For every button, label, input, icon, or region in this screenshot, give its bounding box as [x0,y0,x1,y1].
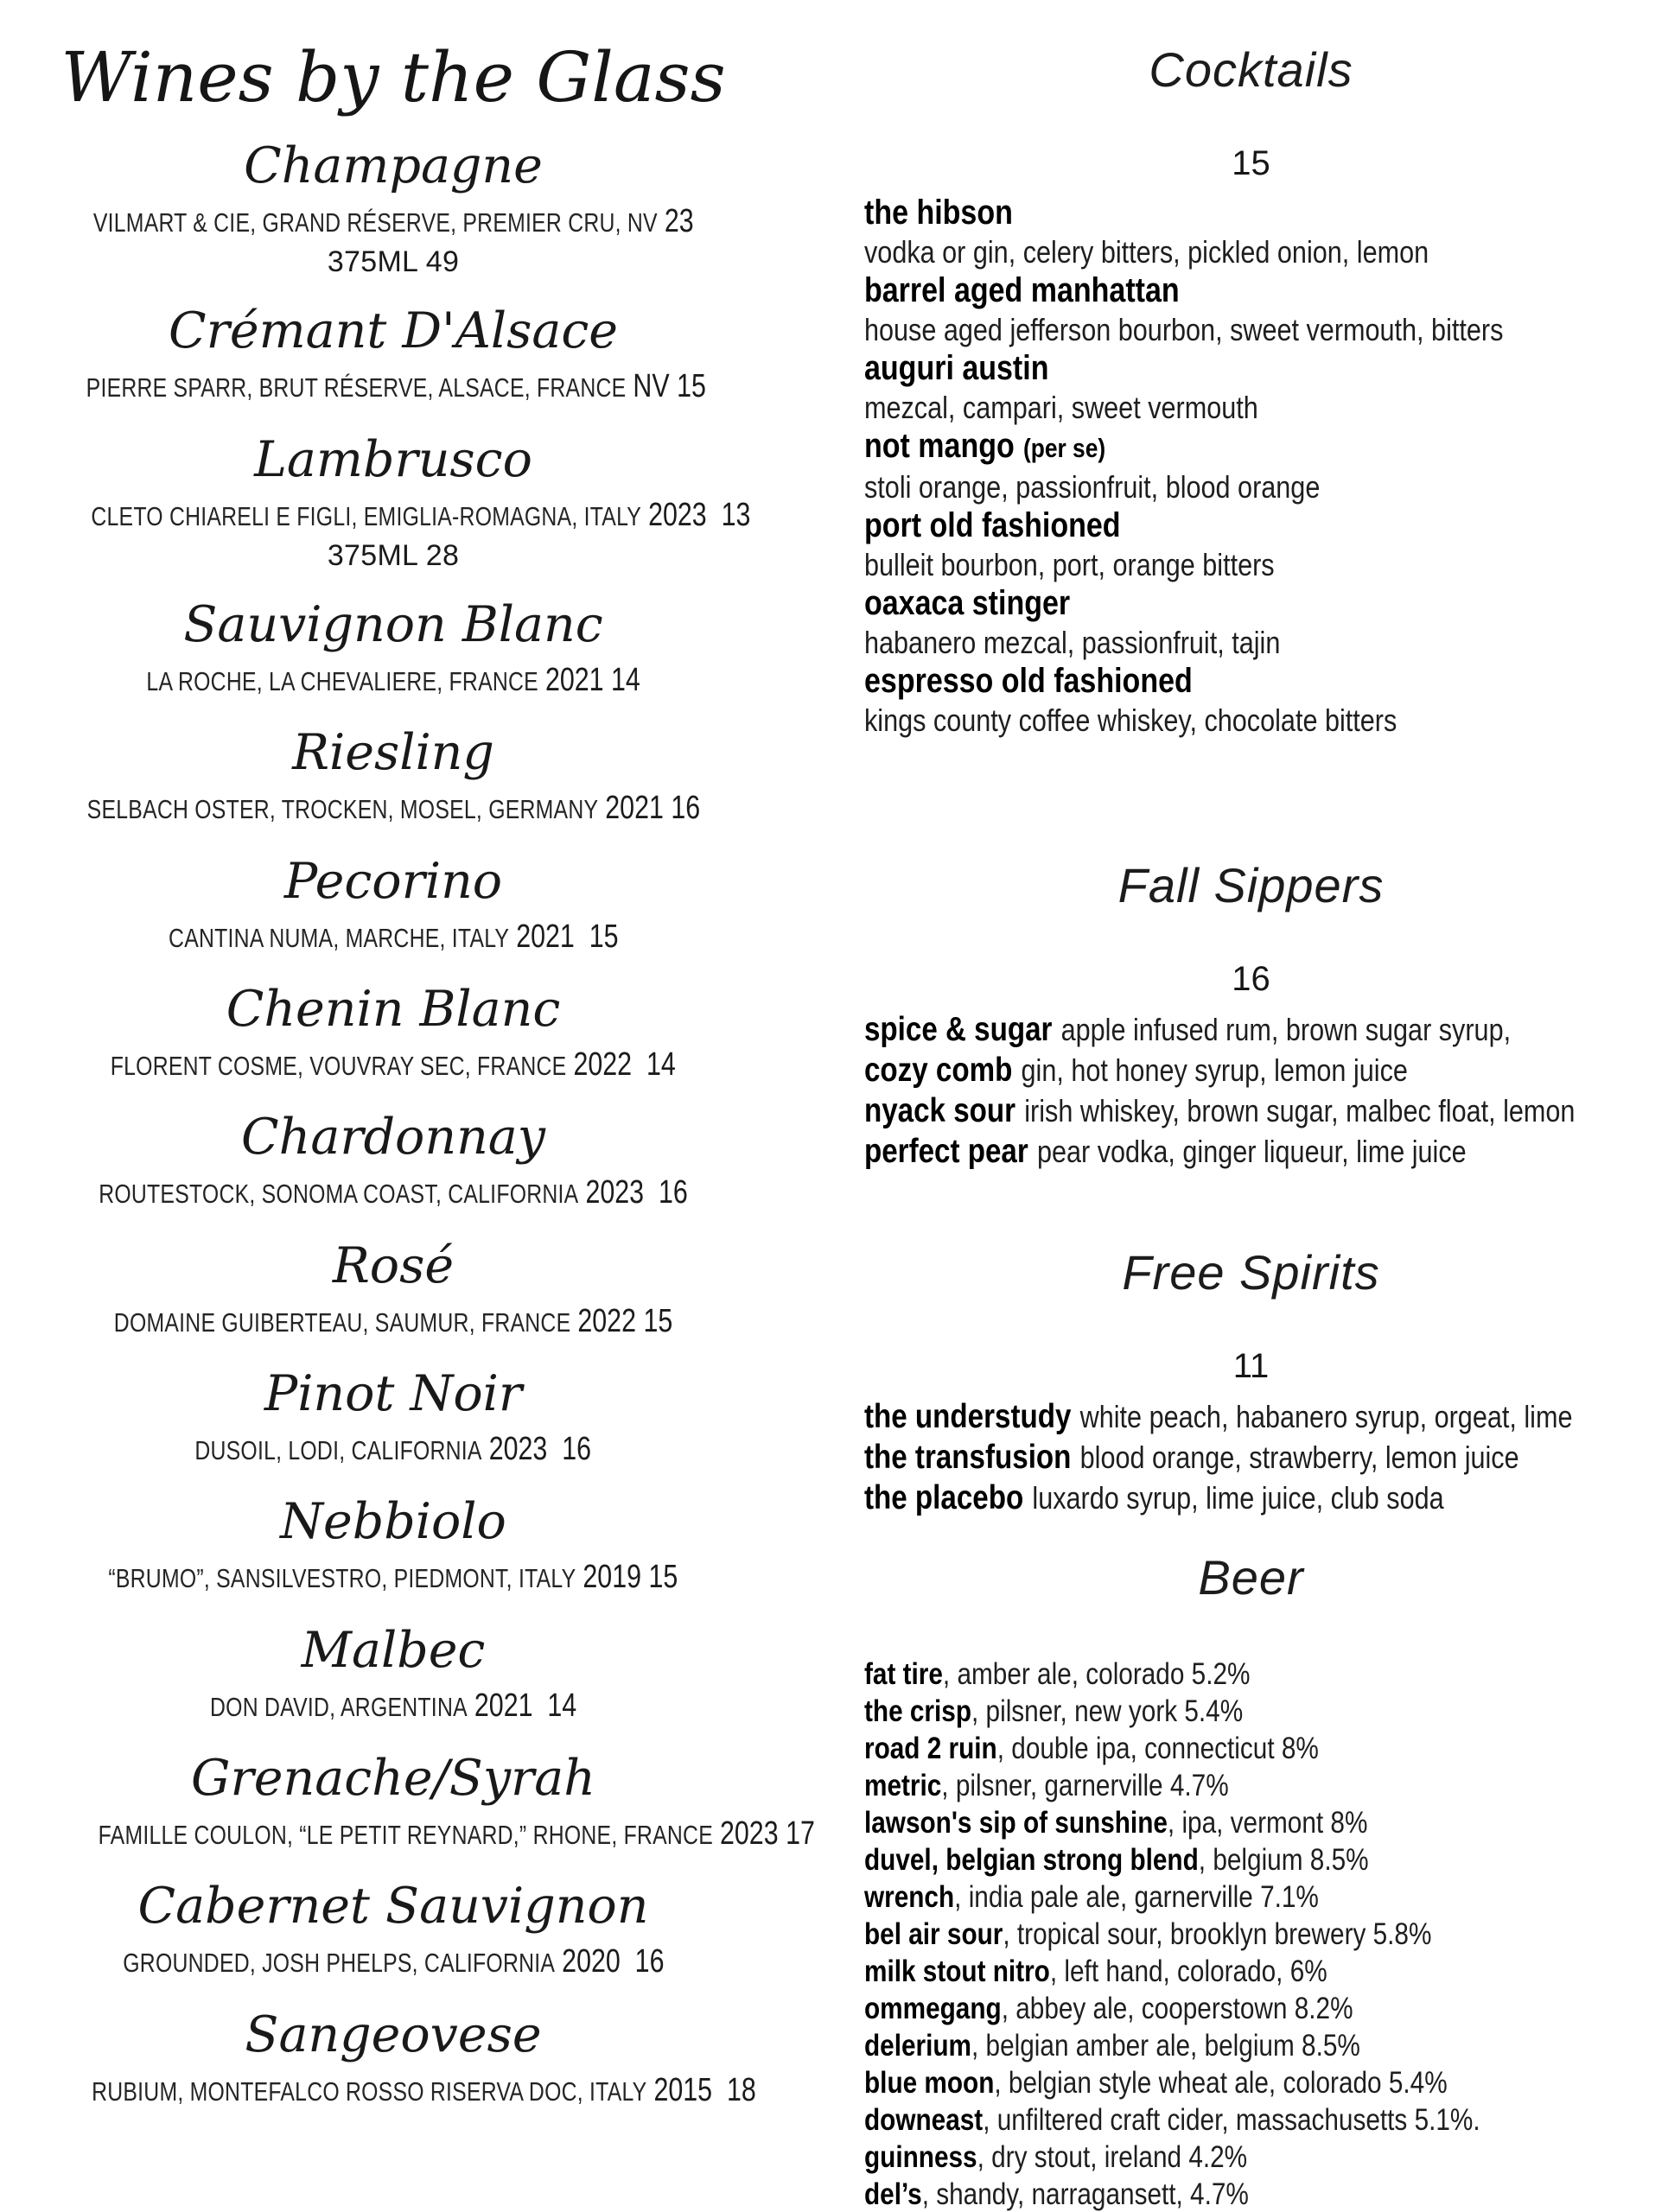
beer-item [864,1841,1638,1878]
wine-section-champagne [9,137,778,279]
free-spirit-item [864,1437,1638,1478]
drink-name: spice & sugar [864,1011,1053,1048]
cocktail-desc: kings county coffee whiskey, chocolate bitters [864,702,1397,738]
wine-section-chardonnay [9,1109,778,1213]
wine-info: “BRUMO”, SANSILVESTRO, PIEDMONT, ITALY [108,1563,576,1594]
beer-heading: Beer [1198,1550,1304,1605]
wine-info: FLORENT COSME, VOUVRAY SEC, FRANCE [110,1050,567,1081]
cocktail-desc: mezcal, campari, sweet vermouth [864,390,1258,425]
wine-vintage-price: 2021 16 [604,790,700,827]
wine-vintage-price: 2021 15 [515,918,619,955]
beer-name: wrench [864,1880,955,1914]
wine-vintage-price: 2023 17 [719,1815,815,1852]
cocktail-name: port old fashioned [864,506,1121,544]
cocktail-desc: bulleit bourbon, port, orange bitters [864,547,1275,582]
wine-half-bottle: 375ML 49 [327,245,460,279]
wine-section-sauvignon-blanc [9,596,778,701]
fall-sipper-item [864,1090,1638,1131]
beer-desc: , unfiltered craft cider, massachusetts 5.1%. [983,2103,1480,2137]
wine-info: DUSOIL, LODI, CALIFORNIA [194,1434,483,1465]
cocktail-item [864,194,1638,271]
cocktail-desc: habanero mezcal, passionfruit, tajin [864,625,1281,660]
cocktails-heading: Cocktails [1149,42,1353,97]
beer-name: road 2 ruin [864,1732,997,1765]
beer-desc: , india pale ale, garnerville 7.1% [954,1880,1319,1914]
cocktail-name: not mango [864,427,1015,465]
wine-info: CLETO CHIARELI E FIGLI, EMIGLIA-ROMAGNA, ITALY [91,500,642,531]
beer-desc: , belgian style wheat ale, colorado 5.4% [994,2066,1448,2100]
beer-desc: , double ipa, connecticut 8% [996,1732,1319,1765]
beer-name: ommegang [864,1992,1002,2025]
beer-name: del’s [864,2177,922,2211]
beer-item [864,1767,1638,1804]
cocktail-name-note: (per se) [1022,433,1106,463]
wine-section-riesling [9,724,778,829]
beer-name: duvel, belgian strong blend [864,1843,1199,1877]
beer-item [864,1730,1638,1767]
beer-name: lawson's sip of sunshine [864,1806,1168,1840]
drink-desc: blood orange, strawberry, lemon juice [1079,1440,1519,1475]
drink-desc: white peach, habanero syrup, orgeat, lime [1079,1399,1573,1434]
cocktail-name: the hibson [864,194,1013,232]
beer-name: downeast [864,2103,984,2137]
wine-section-cremant-dalsace [9,302,778,407]
cocktail-name: barrel aged manhattan [864,271,1180,309]
wine-vintage-price: 2023 13 [648,496,751,533]
wine-info: VILMART & CIE, GRAND RÉSERVE, PREMIER CRU, NV [92,207,658,238]
drink-name: the understudy [864,1398,1072,1435]
beer-item [864,1953,1638,1990]
wine-varietal: Sangeovese [245,2005,542,2063]
wine-info: GROUNDED, JOSH PHELPS, CALIFORNIA [122,1948,555,1979]
drink-name: the placebo [864,1479,1024,1516]
beer-item [864,2176,1638,2212]
wine-section-lambrusco [9,430,778,573]
fall-sippers-price: 16 [1232,960,1270,998]
wine-section-nebbiolo [9,1493,778,1598]
wine-info: CANTINA NUMA, MARCHE, ITALY [168,922,509,953]
wine-varietal: Riesling [292,724,494,782]
beer-item [864,2027,1638,2064]
cocktail-item [864,271,1638,349]
beer-desc: , pilsner, garnerville 4.7% [941,1769,1229,1802]
wine-varietal: Chardonnay [241,1109,545,1166]
wine-vintage-price: 2021 14 [474,1687,577,1724]
wine-varietal: Pecorino [283,852,503,910]
wine-section-pinot-noir [9,1365,778,1470]
beer-desc: , ipa, vermont 8% [1167,1806,1368,1840]
drink-desc: apple infused rum, brown sugar syrup, [1060,1012,1512,1047]
wine-info: SELBACH OSTER, TROCKEN, MOSEL, GERMANY [86,794,598,825]
beer-name: the crisp [864,1694,972,1728]
beer-item [864,2139,1638,2176]
wine-vintage-price: 2021 14 [544,661,640,698]
wine-varietal: Pinot Noir [264,1365,523,1423]
wine-varietal: Cabernet Sauvignon [137,1878,649,1936]
wine-info: ROUTESTOCK, SONOMA COAST, CALIFORNIA [99,1179,579,1210]
wines-title: Wines by the Glass [60,37,726,118]
beer-desc: , belgium 8.5% [1198,1843,1369,1877]
wine-section-sangeovese [9,2005,778,2111]
wine-info: RUBIUM, MONTEFALCO ROSSO RISERVA DOC, ITALY [92,2075,647,2107]
wine-varietal: Malbec [301,1621,486,1679]
wines-by-the-glass-column [9,37,815,2111]
wine-vintage-price: 2019 15 [583,1559,678,1596]
beer-desc: , left hand, colorado, 6% [1049,1955,1327,1988]
drink-name: the transfusion [864,1439,1072,1476]
beer-list [864,1656,1638,2212]
wine-varietal: Sauvignon Blanc [183,596,603,654]
beer-desc: , shandy, narragansett, 4.7% [921,2177,1249,2211]
fall-sipper-item [864,1050,1638,1090]
fall-sipper-item [864,1009,1638,1050]
beer-name: metric [864,1769,942,1802]
cocktail-item [864,427,1638,506]
fall-sippers-heading: Fall Sippers [1117,858,1385,912]
wine-section-chenin-blanc [9,981,778,1085]
wine-varietal: Crémant D'Alsace [168,302,618,360]
cocktail-item [864,349,1638,427]
wine-vintage-price: 2023 16 [489,1430,592,1467]
beer-item [864,1804,1638,1841]
beer-desc: , pilsner, new york 5.4% [971,1694,1244,1728]
cocktail-desc: house aged jefferson bourbon, sweet vermouth, bitters [864,312,1504,347]
drinks-column [864,41,1638,2212]
free-spirits-heading: Free Spirits [1122,1245,1380,1300]
cocktail-desc: vodka or gin, celery bitters, pickled onion, lemon [864,234,1429,270]
free-spirits-price: 11 [1232,1347,1270,1385]
drink-desc: luxardo syrup, lime juice, club soda [1032,1480,1444,1516]
wine-vintage-price: 2015 18 [653,2071,756,2108]
beer-name: milk stout nitro [864,1955,1050,1988]
drink-name: cozy comb [864,1052,1013,1089]
wine-info: FAMILLE COULON, “LE PETIT REYNARD,” RHONE, FRANCE [98,1819,713,1850]
wine-varietal: Champagne [244,137,543,194]
wine-vintage-price: 2023 16 [585,1174,688,1211]
wine-section-cabernet-sauvignon [9,1878,778,1982]
free-spirit-item [864,1478,1638,1518]
wine-half-bottle: 375ML 28 [327,539,460,573]
beer-desc: , tropical sour, brooklyn brewery 5.8% [1003,1917,1432,1951]
beer-desc: , dry stout, ireland 4.2% [977,2140,1248,2174]
wine-varietal: Chenin Blanc [226,981,561,1039]
beer-item [864,1693,1638,1730]
wine-varietal: Lambrusco [254,430,532,488]
wine-section-pecorino [9,852,778,957]
cocktail-name: oaxaca stinger [864,584,1071,622]
wine-info: DOMAINE GUIBERTEAU, SAUMUR, FRANCE [113,1306,571,1338]
wine-vintage-price: 23 [664,202,694,239]
cocktail-item [864,584,1638,662]
drink-desc: pear vodka, ginger liqueur, lime juice [1036,1134,1467,1169]
wine-varietal: Grenache/Syrah [191,1750,595,1808]
cocktail-name: auguri austin [864,349,1049,387]
drink-desc: gin, hot honey syrup, lemon juice [1021,1052,1408,1088]
wine-varietal: Rosé [332,1236,455,1294]
wine-section-grenache-syrah [9,1750,815,1854]
beer-desc: , amber ale, colorado 5.2% [942,1657,1251,1691]
wine-info: PIERRE SPARR, BRUT RÉSERVE, ALSACE, FRANCE [86,372,627,404]
beer-name: delerium [864,2029,972,2063]
beer-item [864,2101,1638,2139]
drink-desc: irish whiskey, brown sugar, malbec float, lemon [1024,1093,1576,1128]
drink-name: perfect pear [864,1133,1028,1170]
wine-vintage-price: NV 15 [633,368,706,405]
wine-section-malbec [9,1621,778,1726]
beer-item [864,2064,1638,2101]
beer-name: guinness [864,2140,977,2174]
cocktail-item [864,506,1638,584]
cocktail-desc: stoli orange, passionfruit, blood orange [864,469,1321,505]
beer-item [864,1878,1638,1916]
beer-name: fat tire [864,1657,943,1691]
beer-item [864,1990,1638,2027]
free-spirit-item [864,1396,1638,1437]
cocktails-price: 15 [1232,144,1270,182]
beer-item [864,1656,1638,1693]
beer-desc: , belgian amber ale, belgium 8.5% [971,2029,1360,2063]
cocktail-item [864,662,1638,740]
wine-varietal: Nebbiolo [280,1493,506,1551]
wine-info: DON DAVID, ARGENTINA [209,1691,468,1722]
wine-vintage-price: 2022 15 [577,1302,673,1339]
wine-section-rose [9,1236,778,1342]
fall-sipper-item [864,1131,1638,1172]
cocktail-name: espresso old fashioned [864,662,1193,700]
drink-name: nyack sour [864,1092,1016,1129]
beer-name: blue moon [864,2066,995,2100]
wine-vintage-price: 2022 14 [573,1046,677,1083]
beer-name: bel air sour [864,1917,1003,1951]
beer-item [864,1916,1638,1953]
wine-vintage-price: 2020 16 [561,1943,665,1980]
wine-info: LA ROCHE, LA CHEVALIERE, FRANCE [146,665,538,696]
beer-desc: , abbey ale, cooperstown 8.2% [1001,1992,1353,2025]
